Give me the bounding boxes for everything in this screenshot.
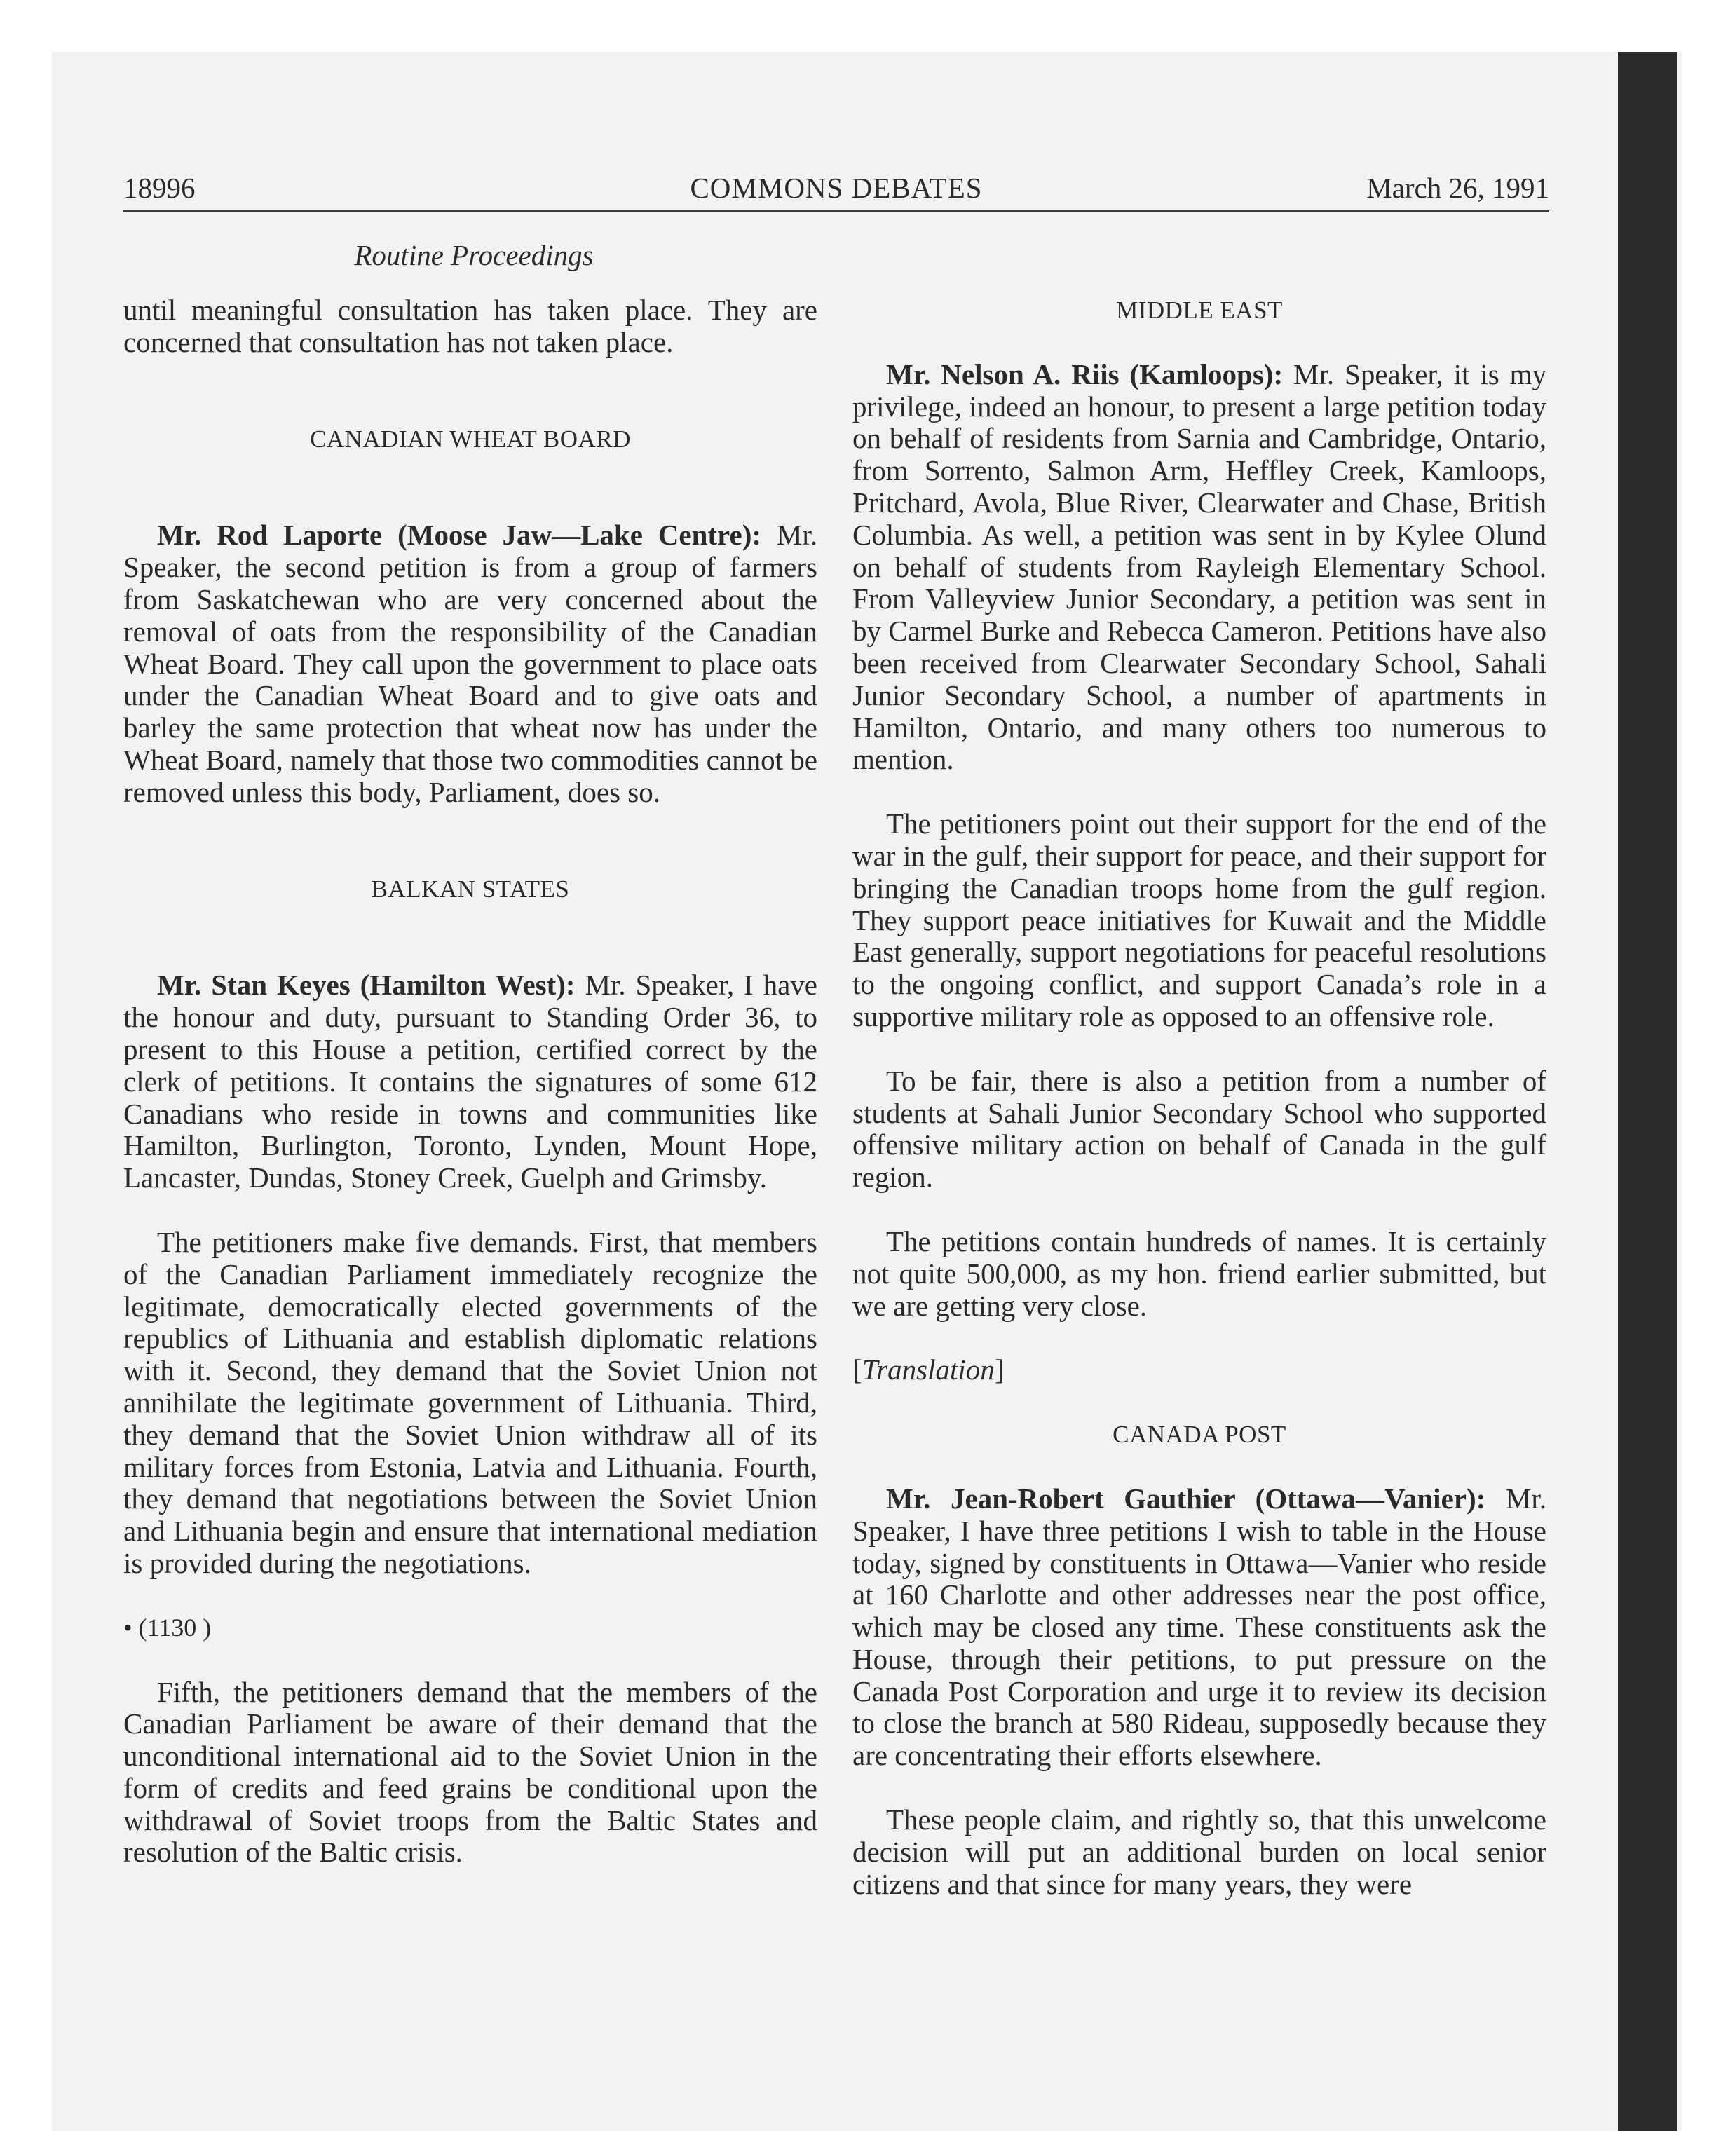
- speaker-gauthier: Mr. Jean-Robert Gauthier (Ottawa—Vanier):: [886, 1482, 1486, 1515]
- speaker-keyes: Mr. Stan Keyes (Hamilton West):: [157, 969, 576, 1002]
- left-column: [123, 294, 817, 1869]
- time-marker: • (1130 ): [123, 1613, 212, 1642]
- heading-balkan-states: BALKAN STATES: [371, 875, 570, 903]
- heading-middle-east: MIDDLE EAST: [1116, 296, 1283, 324]
- speech-riis: Mr. Speaker, it is my privilege, indeed an honour, to present a large petition today on behalf of residents from Sarnia and Cambridge, Ontario, from Sorrento, Salmon Arm, Heffley Creek, Kamloops, Pritchard, Avola, Blue River, Clearwater and Chase, British Columbia. As well, a petition was sent in by Kylee Olund on behalf of students from Rayleigh Elementary School. From Valleyview Junior Secondary, a petition was sent in by Carmel Burke and Rebecca Cameron. Petitions have also been received from Clearwater Secondary School, Sahali Junior Secondary School, a number of apartments in Hamilton, Ontario, and many others too numerous to mention.: [852, 357, 1546, 776]
- paragraph-gauthier: [852, 1483, 1546, 1772]
- heading-canada-post: CANADA POST: [1113, 1421, 1286, 1449]
- speech-laporte: Mr. Speaker, the second petition is from a group of farmers from Saskatchewan who are very concerned about the removal of oats from the responsibility of the Canadian Wheat Board. They call upon the government to place oats under the Canadian Wheat Board and to give oats and barley the same protection that wheat now has under the Wheat Board, namely that those two commodities cannot be removed unless this body, Parliament, does so.: [123, 519, 817, 808]
- section-rubric: Routine Proceedings: [354, 239, 594, 271]
- paragraph-keyes: [123, 969, 817, 1194]
- paragraph-riis: [852, 359, 1546, 776]
- paragraph-fifth-demand: Fifth, the petitioners demand that the members of the Canadian Parliament be aware of their demand that the unconditional international aid to the Soviet Union in the form of credits and feed grains be conditional upon the withdrawal of Soviet troops from the Baltic States and resolution of the Baltic crisis.: [123, 1675, 817, 1869]
- translation-note: [Translation]: [852, 1353, 1005, 1386]
- paragraph-continuation: until meaningful consultation has taken place. They are concerned that consultation has not taken place.: [123, 294, 817, 358]
- paragraph-hundreds-of-names: The petitions contain hundreds of names. It is certainly not quite 500,000, as my hon. friend earlier submitted, but we are getting very close.: [852, 1224, 1546, 1322]
- speech-keyes: Mr. Speaker, I have the honour and duty, pursuant to Standing Order 36, to present to this House a petition, certified correct by the clerk of petitions. It contains the signatures of some 612 Canadians who reside in towns and communities like Hamilton, Burlington, Toronto, Lynden, Mount Hope, Lancaster, Dundas, Stoney Creek, Guelph and Grimsby.: [123, 969, 817, 1194]
- paragraph-to-be-fair: To be fair, there is also a petition from a number of students at Sahali Junior Secondary School who supported offensive military action on behalf of Canada in the gulf region.: [852, 1064, 1546, 1194]
- running-header: [123, 168, 1549, 212]
- journal-title: COMMONS DEBATES: [690, 172, 983, 204]
- translation-word: Translation: [862, 1353, 995, 1386]
- paragraph-petitioners-support: The petitioners point out their support for the end of the war in the gulf, their support for peace, and their support for bringing the Canadian troops home from the gulf region. They support peace initiatives for Kuwait and the Middle East generally, support negotiations for peaceful resolutions to the ongoing conflict, and support Canada’s role in a supportive military role as opposed to an offensive role.: [852, 807, 1546, 1032]
- scan-edge-shadow: [1618, 52, 1677, 2131]
- header-date: March 26, 1991: [1366, 172, 1549, 204]
- speaker-laporte: Mr. Rod Laporte (Moose Jaw—Lake Centre):: [157, 519, 762, 552]
- paragraph-five-demands: The petitioners make five demands. First, that members of the Canadian Parliament immediately recognize the legitimate, democratically elected governments of the republics of Lithuania and establish diplomatic relations with it. Second, they demand that the Soviet Union not annihilate the legitimate government of Lithuania. Third, they demand that the Soviet Union withdraw all of its military forces from Estonia, Latvia and Lithuania. Fourth, they demand that negotiations between the Soviet Union and Lithuania begin and ensure that international mediation is provided during the negotiations.: [123, 1225, 817, 1579]
- right-column: [852, 294, 1546, 1900]
- page-number: 18996: [123, 172, 196, 204]
- heading-canadian-wheat-board: CANADIAN WHEAT BOARD: [310, 425, 631, 453]
- paragraph-laporte: [123, 519, 817, 808]
- speech-gauthier: Mr. Speaker, I have three petitions I wish to table in the House today, signed by constituents in Ottawa—Vanier who reside at 160 Charlotte and other addresses near the post office, which may be closed any time. These constituents ask the House, through their petitions, to put pressure on the Canada Post Corporation and urge it to review its decision to close the branch at 580 Rideau, supposedly because they are concentrating their efforts elsewhere.: [852, 1482, 1546, 1772]
- speaker-riis: Mr. Nelson A. Riis (Kamloops):: [886, 357, 1284, 390]
- paragraph-people-claim: These people claim, and rightly so, that this unwelcome decision will put an additional burden on local senior citizens and that since for many years, they were: [852, 1803, 1546, 1900]
